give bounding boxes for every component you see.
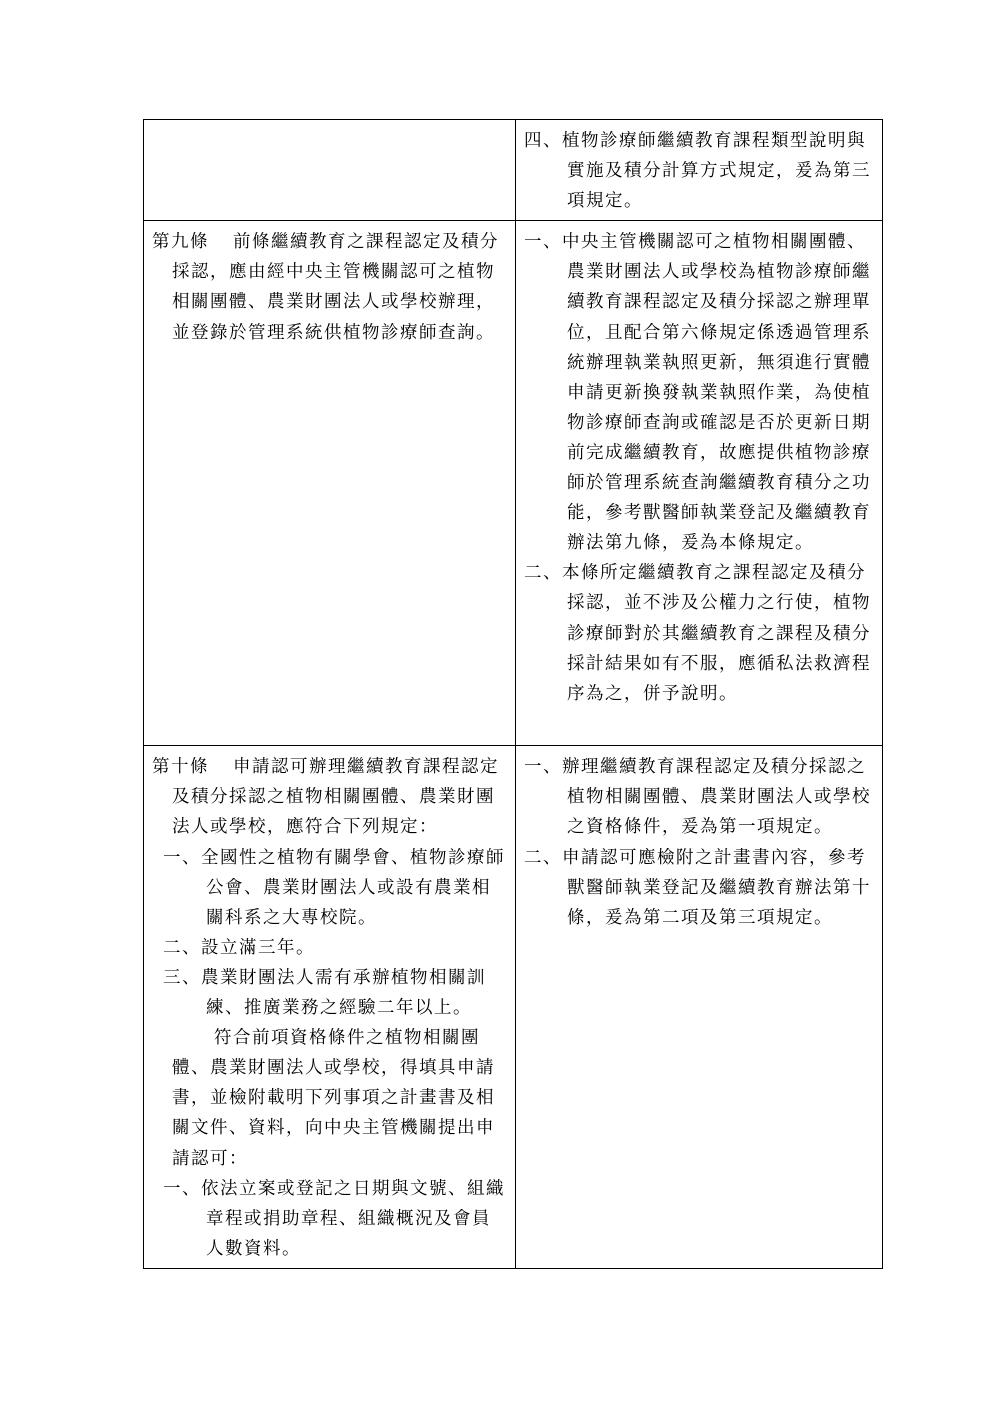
article-label: 第十條 — [152, 757, 209, 778]
explanation-item: 一、中央主管機關認可之植物相關團體、農業財團法人或學校為植物診療師繼續教育課程認定及積分採認之辦理單位，且配合第六條規定係透過管理系統辦理執業執照更新，無須進行實體申請更新換發執業執照作業，為使植物診療師查詢或確認是否於更新日期前完成繼續教育，故應提供植物診療師於管理系統查詢繼續教育積分之功能，參考獸醫師執業登記及繼續教育辦法第九條，爰為本條規定。 — [524, 232, 871, 554]
explanation-cell — [516, 120, 883, 221]
article-9: 第九條 前條繼續教育之課程認定及積分採認，應由經中央主管機關認可之植物相關團體、農業財團法人或學校辦理，並登錄於管理系統供植物診療師查詢。 — [152, 232, 499, 343]
explanation-cell — [516, 221, 883, 746]
explanation-cell — [516, 746, 883, 1269]
provision-paragraph-2: 符合前項資格條件之植物相關團體、農業財團法人或學校，得填具申請書，並檢附載明下列事項之計畫書及相關文件、資料，向中央主管機關提出申請認可： — [172, 1028, 495, 1169]
explanation-item: 一、辦理繼續教育課程認定及積分採認之植物相關團體、農業財團法人或學校之資格條件，爰為第一項規定。 — [524, 757, 871, 838]
table-row — [144, 120, 883, 221]
regulation-comparison-table — [143, 119, 883, 1269]
table-row — [144, 221, 883, 746]
explanation-item: 四、植物診療師繼續教育課程類型說明與實施及積分計算方式規定，爰為第三項規定。 — [524, 131, 871, 212]
provision-item: 一、依法立案或登記之日期與文號、組織章程或捐助章程、組織概況及會員人數資料。 — [163, 1178, 505, 1259]
explanation-item: 二、本條所定繼續教育之課程認定及積分採認，並不涉及公權力之行使，植物診療師對於其繼續教育之課程及積分採計結果如有不服，應循私法救濟程序為之，併予說明。 — [524, 563, 871, 704]
article-10: 第十條 申請認可辦理繼續教育課程認定及積分採認之植物相關團體、農業財團法人或學校，應符合下列規定： — [152, 757, 499, 838]
provision-item: 三、農業財團法人需有承辦植物相關訓練、推廣業務之經驗二年以上。 — [163, 967, 486, 1019]
provision-cell — [144, 221, 516, 746]
provision-cell — [144, 746, 516, 1269]
provision-item: 一、全國性之植物有關學會、植物診療師公會、農業財團法人或設有農業相關科系之大專校院。 — [163, 847, 505, 928]
explanation-item: 二、申請認可應檢附之計畫書內容，參考獸醫師執業登記及繼續教育辦法第十條，爰為第二項及第三項規定。 — [524, 847, 871, 928]
table-row — [144, 746, 883, 1269]
provision-item: 二、設立滿三年。 — [163, 937, 315, 958]
article-label: 第九條 — [152, 232, 209, 253]
provision-cell-empty — [144, 120, 516, 221]
